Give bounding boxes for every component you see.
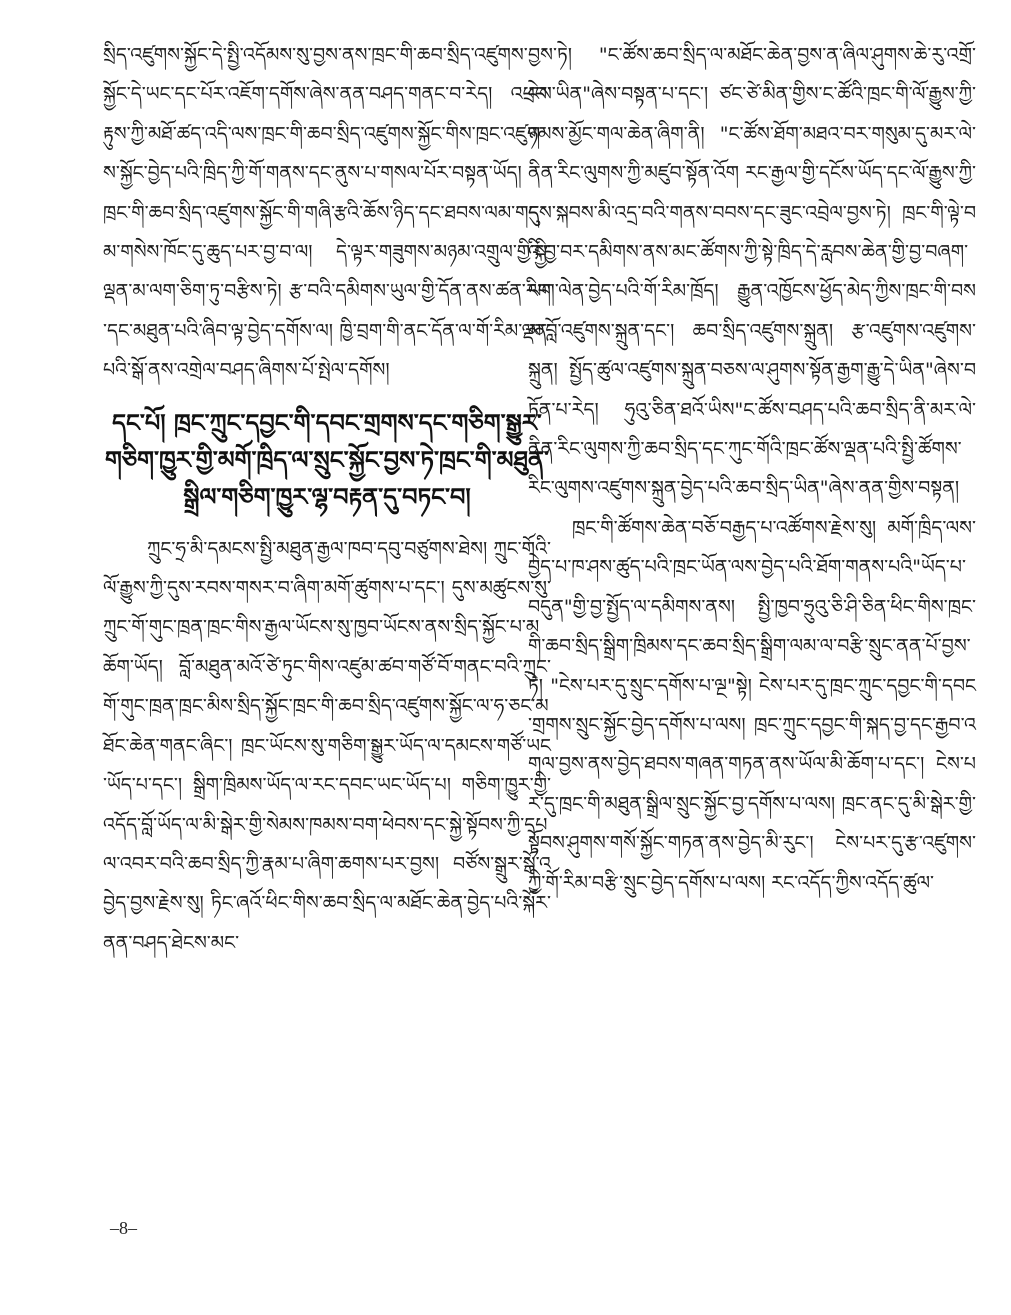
page-number: –8– [110, 1218, 137, 1238]
left-paragraph-1: སྲིད་འཛུགས་སྐྱོང་དེ་སྤྱི་འདོམས་སུ་བྱས་ནས་ཁྲང་གི་ཆབ་སྲིད་འཛུགས་སྐྱོང་དེ་ཡང་དང་པོར་འཇོག་དགོས་ཞེས་ནན་བཤད་གནང་བ་རེད། འཕྲབ་རྟུས་ཀྱི་མཐོ་ཚད་འདི་ལས་ཁྲང་གི་ཆབ་སྲིད་འཛུགས་སྐྱོང་གིས་ཁྲང་འཛུགས་སྐྱོང་བྱེད་པའི་ཁྲིད་ཀྱི་གོ་གནས་དང་ནུས་པ་གསལ་པོར་བསྟན་ཡོད། ཁྲང་གི་ཆབ་སྲིད་འཛུགས་སྐྱོང་གི་གཞི་རྩའི་ཆོས་ཉིད་དང་ཐབས་ལམ་གདམ་གསེས་ཁོང་དུ་ཆུད་པར་བྱ་བ་ལ། དེ་ལྟར་གཟུགས་མཉམ་འགྲུལ་གྱི་སྐྱི་ལྡན་མ་ལག་ཅིག་ཏུ་བརྩིས་ཏེ། རྩ་བའི་དམིགས་ཡུལ་གྱི་དོན་ནས་ཚན་རིག་དང་མཐུན་པའི་ཞིབ་ལྟ་བྱེད་དགོས་ལ། ཁྱི་བྲག་གི་ནང་དོན་ལ་གོ་རིམ་ལྡན་པའི་སྒོ་ནས་འགྲེལ་བཤད་ཞིགས་པོ་སྤེལ་དགོས། [103, 44, 551, 382]
left-column [103, 36, 551, 963]
left-paragraph-2: ཀྲུང་ཧྲ་མི་དམངས་སྤྱི་མཐུན་རྒྱལ་ཁབ་དབུ་བཙུགས་ཐེས། ཀྲུང་གོའི་ལོ་རྒྱུས་ཀྱི་དུས་རབས་གསར་བ་ཞིག་མགོ་ཚུགས་པ་དང་། དུས་མཚུངས་སུ་ཀྲུང་གོ་གུང་ཁྲན་ཁྲང་གིས་རྒྱལ་ཡོངས་སུ་ཁྱབ་ཡོངས་ནས་སྲིད་སྐྱོང་པ་མཆོག་ཡོད། བློ་མཐུན་མའོ་ཙེ་ཏུང་གིས་འཛུམ་ཚབ་གཙོ་བོ་གནང་བའི་ཀྲུང་གོ་གུང་ཁྲན་ཁྲང་མིས་སྲིད་སྐྱོང་ཁྲང་གི་ཆབ་སྲིད་འཛུགས་སྐྱོང་ལ་ཧ་ཅང་མཐོང་ཆེན་གནང་ཞིང་། ཁྲང་ཡོངས་སུ་གཅིག་སྒྱུར་ཡོད་ལ་དམངས་གཙོ་ཡང་ཡོད་པ་དང་། སྒྲིག་ཁྲིམས་ཡོད་ལ་རང་དབང་ཡང་ཡོད་པ། གཅིག་ཁྱུར་གྱི་འདོད་བློ་ཡོད་ལ་མི་སྒེར་གྱི་སེམས་ཁམས་བག་ཕེབས་དང་སྐྱེ་སྟོབས་ཀྱི་དཔལ་འབར་བའི་ཆབ་སྲིད་ཀྱི་རྣམ་པ་ཞིག་ཆགས་པར་བྱས། བཙོས་སྒྲུར་སྒོ་འབྱེད་བྱས་རྗེས་སུ། ཏིང་ཞའོ་ཕིང་གིས་ཆབ་སྲིད་ལ་མཐོང་ཆེན་བྱེད་པའི་སྐོར་ནན་བཤད་ཐེངས་མང་ [103, 537, 551, 954]
section-heading: དང་པོ། ཁྲང་ཀྲུང་དབྱང་གི་དབང་གྲགས་དང་གཅིག་སྒྱུར་གཅིག་ཁྱུར་གྱི་མགོ་ཁྲིད་ལ་སྲུང་སྐྱོང་བྱས་ཏེ་ཁྲང་གི་མཐུན་སྒྲིལ་གཅིག་ཁྱུར་ལྷ་བརྟན་དུ་བཏང་བ། [104, 408, 550, 511]
right-column [528, 36, 976, 903]
right-paragraph-2: ཁྲང་གི་ཚོགས་ཆེན་བཅོ་བརྒྱད་པ་འཚོགས་རྗེས་སུ། མགོ་ཁྲིད་ལས་བྱེད་པ་ཁ་ཤས་ཚུད་པའི་ཁྲང་ཡོན་ལས་བྱེད་པའི་ཐོག་གནས་པའི"ཡོད་པ་བདུན"གྱི་བྱ་སྤྱོད་ལ་དམིགས་ནས། སྤྱི་ཁྱབ་ཧྲུའུ་ཅི་ཤི་ཅིན་ཕིང་གིས་ཁྲང་གི་ཆབ་སྲིད་སྒྲིག་ཁྲིམས་དང་ཆབ་སྲིད་སྒྲིག་ལམ་ལ་བརྩི་སྲུང་ནན་པོ་བྱས་ཏེ། "ངེས་པར་དུ་སྲུང་དགོས་པ་ལྔ"སྟེ། ངེས་པར་དུ་ཁྲང་ཀྲུང་དབྱང་གི་དབང་གྲགས་སྲུང་སྐྱོང་བྱེད་དགོས་པ་ལས། ཁྲང་ཀྲུང་དབྱང་གི་སྐད་བྱ་དང་རྒྱབ་འགལ་བྱས་ནས་བྱེད་ཐབས་གཞན་གཏན་ནས་ཡོལ་མི་ཆོག་པ་དང་། ངེས་པར་དུ་ཁྲང་གི་མཐུན་སྒྲིལ་སྲུང་སྐྱོང་བྱ་དགོས་པ་ལས། ཁྲང་ནང་དུ་མི་སྒེར་གྱི་སྟོབས་ཤུགས་གསོ་སྐྱོང་གཏན་ནས་བྱེད་མི་རུང་། ངེས་པར་དུ་རྩ་འཛུགས་ཀྱི་གོ་རིམ་བརྩི་སྲུང་བྱེད་དགོས་པ་ལས། རང་འདོད་ཀྱིས་འདོད་ཚུལ་ [528, 516, 976, 894]
right-paragraph-1: བྱས་ཏེ། "ང་ཚོས་ཆབ་སྲིད་ལ་མཐོང་ཆེན་བྱས་ན་ཞིལ་ཤུགས་ཆེ་རུ་འགྲོ་ངེས་ཡིན"ཞེས་བསྟན་པ་དང་། ཙང་ཙེ་མིན་གྱིས་ང་ཚོའི་ཁྲང་གི་ལོ་རྒྱུས་ཀྱི་ཉམས་མྱོང་གལ་ཆེན་ཞིག་ནི། "ང་ཚོས་ཐོག་མཐའ་བར་གསུམ་དུ་མར་ལེ་ནིན་རིང་ལུགས་ཀྱི་མཛུབ་སྟོན་འོག རང་རྒྱལ་གྱི་དངོས་ཡོད་དང་ལོ་རྒྱུས་ཀྱི་དུས་སྐབས་མི་འདྲ་བའི་གནས་བབས་དང་ཟུང་འབྲེལ་བྱས་ཏེ། ཁྲང་གི་ལྟེ་བའི་བྱ་བར་དམིགས་ནས་མང་ཚོགས་ཀྱི་སྟེ་ཁྲིད་དེ་རླབས་ཆེན་གྱི་བྱ་བཞག་ལག་ལེན་བྱེད་པའི་གོ་རིམ་ཁྲོད། རྒྱུན་འཁྱོངས་ཕྱོད་མེད་ཀྱིས་ཁྲང་གི་བསམ་བློ་འཛུགས་སྐྲུན་དང་། ཆབ་སྲིད་འཛུགས་སྐྲུན། རྩ་འཛུགས་འཛུགས་སྐྲུན། སྤྱོད་ཚུལ་འཛུགས་སྐྲུན་བཅས་ལ་ཤུགས་སྟོན་རྒྱག་རྒྱུ་དེ་ཡིན"ཞེས་བཏོན་པ་རེད། ཧུའུ་ཅིན་ཐའོ་ཡིས"ང་ཚོས་བཤད་པའི་ཆབ་སྲིད་ནི་མར་ལེ་ནིན་རིང་ལུགས་ཀྱི་ཆབ་སྲིད་དང་ཀུང་གོའི་ཁྲང་ཚོས་ལྡན་པའི་སྤྱི་ཚོགས་རིང་ལུགས་འཛུགས་སྐྲུན་བྱེད་པའི་ཆབ་སྲིད་ཡིན"ཞེས་ནན་གྱིས་བསྟན། [528, 44, 976, 500]
